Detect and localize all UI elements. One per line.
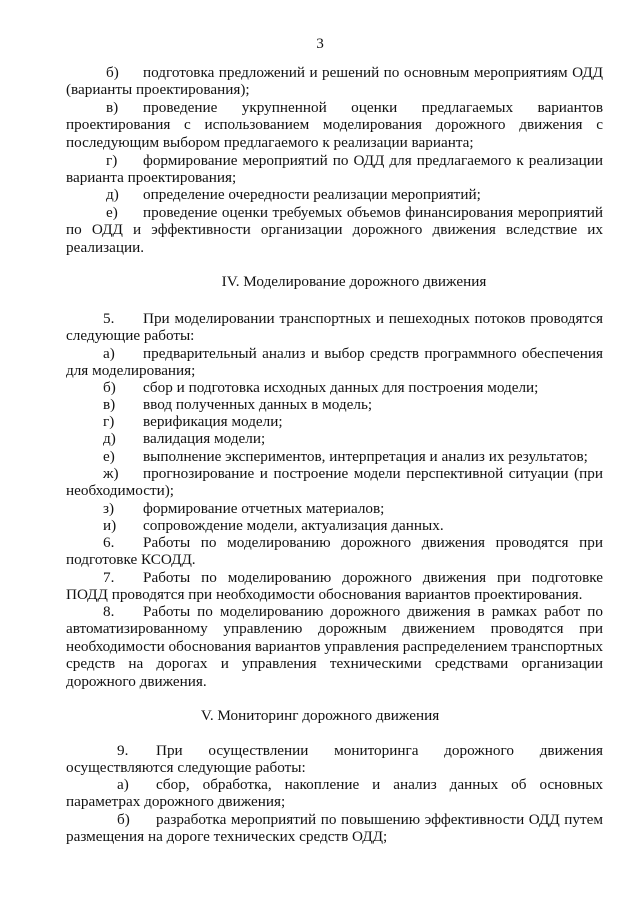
list-label: д): [103, 430, 116, 447]
list-text: выполнение экспериментов, интерпретация и анализ их результатов;: [143, 448, 588, 465]
list-item: [66, 345, 603, 380]
list-text: сбор и подготовка исходных данных для построения модели;: [143, 379, 539, 396]
list-label: б): [103, 379, 116, 396]
list-item: [66, 152, 603, 187]
list-item: [66, 448, 603, 465]
list-label: б): [117, 811, 130, 828]
list-text: ввод полученных данных в модель;: [143, 396, 373, 413]
list-text: сопровождение модели, актуализация данных.: [143, 517, 444, 534]
paragraph-8: [66, 603, 603, 690]
paragraph-number: 7.: [103, 569, 115, 586]
list-label: з): [103, 500, 115, 517]
paragraph-6: [66, 534, 603, 569]
paragraph-number: 9.: [117, 742, 129, 759]
list-label: и): [103, 517, 117, 534]
list-label: е): [106, 204, 118, 221]
list-item: [66, 204, 603, 256]
list-item: [66, 99, 603, 151]
paragraph-number: 5.: [103, 310, 115, 327]
list-text: определение очередности реализации мероприятий;: [143, 186, 481, 203]
paragraph-text: При осуществлении мониторинга дорожного движения осуществляются следующие работы:: [66, 742, 603, 777]
page-number: 3: [316, 35, 324, 52]
list-item: [66, 776, 603, 811]
list-item: [66, 465, 603, 500]
list-text: сбор, обработка, накопление и анализ данных об основных параметрах дорожного движения;: [66, 776, 603, 811]
paragraph-text: Работы по моделированию дорожного движения проводятся при подготовке КСОДД.: [66, 534, 603, 569]
paragraph-text: Работы по моделированию дорожного движения в рамках работ по автоматизированному управлению дорожным движением проводятся при необходимости обоснования вариантов управления распределением транспортных средств на дорогах и управления техническими средствами организации дорожного движения.: [66, 603, 603, 690]
list-label: б): [106, 64, 119, 81]
paragraph-text: Работы по моделированию дорожного движения при подготовке ПОДД проводятся при необходимости обоснования вариантов проектирования.: [66, 569, 603, 604]
list-label: а): [117, 776, 129, 793]
list-text: формирование отчетных материалов;: [143, 500, 385, 517]
list-label: ж): [103, 465, 119, 482]
list-item: [66, 517, 603, 534]
list-text: предварительный анализ и выбор средств программного обеспечения для моделирования;: [66, 345, 603, 380]
paragraph-number: 8.: [103, 603, 115, 620]
list-label: д): [106, 186, 119, 203]
paragraph-9: [66, 742, 603, 777]
paragraph-7: [66, 569, 603, 604]
list-label: в): [103, 396, 116, 413]
list-text: разработка мероприятий по повышению эффективности ОДД путем размещения на дороге технических средств ОДД;: [66, 811, 603, 846]
list-item: [66, 500, 603, 517]
list-label: г): [103, 413, 115, 430]
list-label: в): [106, 99, 119, 116]
list-item: [66, 811, 603, 846]
list-item: [66, 379, 603, 396]
list-item: [66, 396, 603, 413]
list-item: [66, 64, 603, 99]
list-text: проведение оценки требуемых объемов финансирования мероприятий по ОДД и эффективности организации дорожного движения вследствие их реализации.: [66, 204, 603, 256]
list-text: подготовка предложений и решений по основным мероприятиям ОДД (варианты проектирования);: [66, 64, 603, 99]
list-text: проведение укрупненной оценки предлагаемых вариантов проектирования с использованием моделирования дорожного движения с последующим выбором предлагаемого к реализации варианта;: [66, 99, 603, 151]
list-item: [66, 413, 603, 430]
list-item: [66, 430, 603, 447]
paragraph-number: 6.: [103, 534, 115, 551]
list-text: верификация модели;: [143, 413, 283, 430]
list-label: е): [103, 448, 115, 465]
list-item: [66, 186, 603, 203]
paragraph-text: При моделировании транспортных и пешеходных потоков проводятся следующие работы:: [66, 310, 603, 345]
list-text: прогнозирование и построение модели перспективной ситуации (при необходимости);: [66, 465, 603, 500]
list-text: формирование мероприятий по ОДД для предлагаемого к реализации варианта проектирования;: [66, 152, 603, 187]
list-label: а): [103, 345, 115, 362]
list-text: валидация модели;: [143, 430, 266, 447]
paragraph-5: [66, 310, 603, 345]
section-heading-v: V. Мониторинг дорожного движения: [200, 707, 440, 724]
section-heading-iv: IV. Моделирование дорожного движения: [221, 273, 487, 290]
list-label: г): [106, 152, 118, 169]
